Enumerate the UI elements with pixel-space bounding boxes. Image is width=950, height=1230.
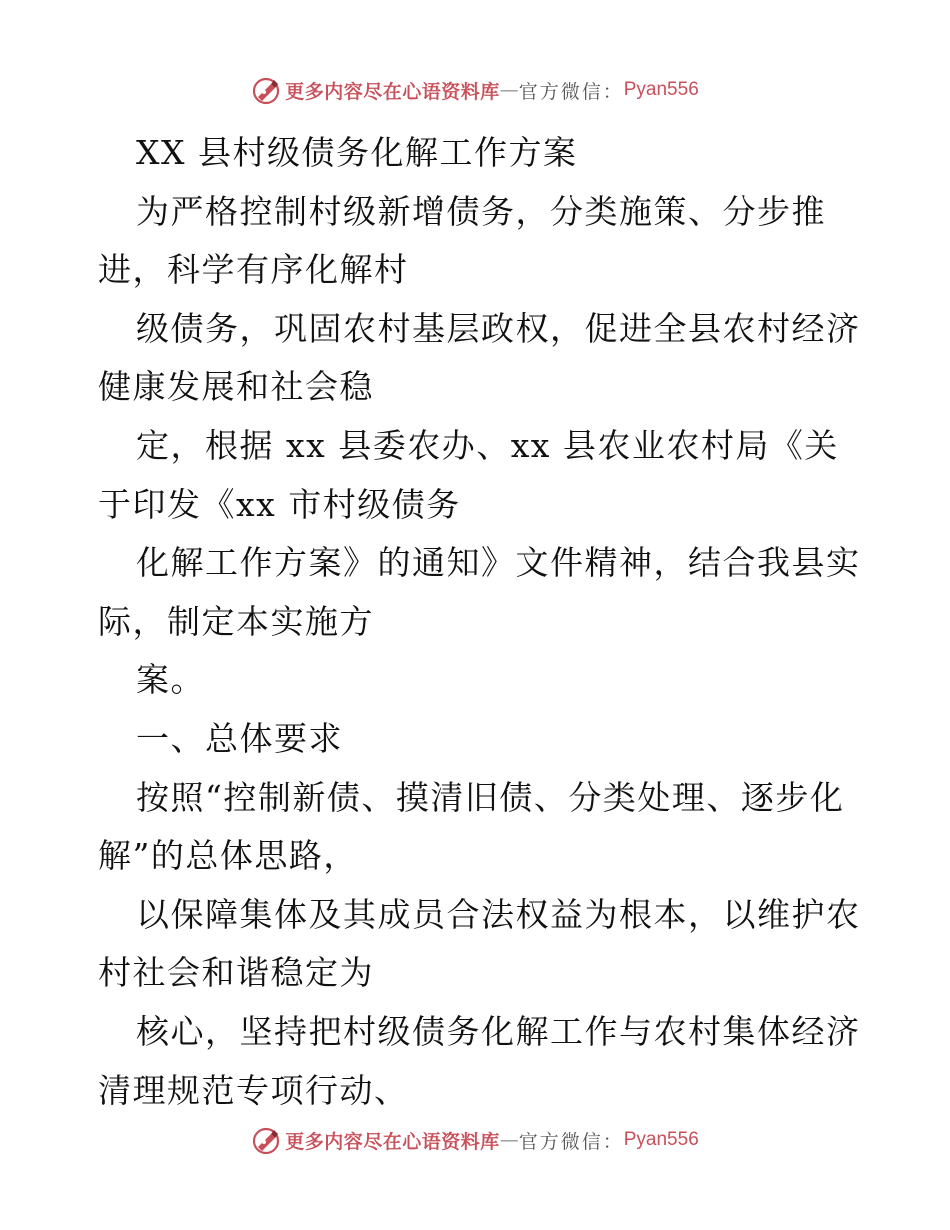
document-line: 级债务，巩固农村基层政权，促进全县农村经济 [136,308,861,348]
footer-promo-text: 更多内容尽在心语资料库 [285,1130,500,1153]
document-line: 村社会和谐稳定为 [98,953,374,993]
document-body [98,124,861,1120]
pen-logo-icon [251,75,281,105]
document-line: 际，制定本实施方 [98,601,374,641]
header-wechat-label: 官方微信： [518,80,624,103]
document-line: 健康发展和社会稳 [98,367,374,407]
footer-wechat-label: 官方微信： [518,1130,624,1153]
document-line: 一、总体要求 [136,718,343,758]
header-separator: — [499,79,519,101]
footer-wechat-id: Pyan556 [623,1129,699,1150]
document-line: 清理规范专项行动、 [98,1070,409,1110]
document-line: 按照“控制新债、摸清旧债、分类处理、逐步化 [136,777,845,817]
document-line: 解”的总体思路， [98,836,358,876]
document-line: 案。 [136,660,205,700]
footer-separator: — [499,1129,519,1151]
document-line: 核心，坚持把村级债务化解工作与农村集体经济 [136,1011,861,1051]
document-line: XX 县村级债务化解工作方案 [136,133,578,172]
header-banner [0,72,950,108]
document-line: 为严格控制村级新增债务，分类施策、分步推 [136,191,826,231]
document-line: 定，根据 xx 县委农办、xx 县农业农村局《关 [136,425,839,465]
document-line: 进，科学有序化解村 [98,250,409,290]
header-wechat-id: Pyan556 [623,79,699,100]
footer-banner [0,1122,950,1158]
document-line: 于印发《xx 市村级债务 [98,484,461,524]
pen-logo-icon [251,1125,281,1155]
document-line: 以保障集体及其成员合法权益为根本，以维护农 [136,894,861,934]
document-line: 化解工作方案》的通知》文件精神，结合我县实 [136,543,861,583]
header-promo-text: 更多内容尽在心语资料库 [285,80,500,103]
